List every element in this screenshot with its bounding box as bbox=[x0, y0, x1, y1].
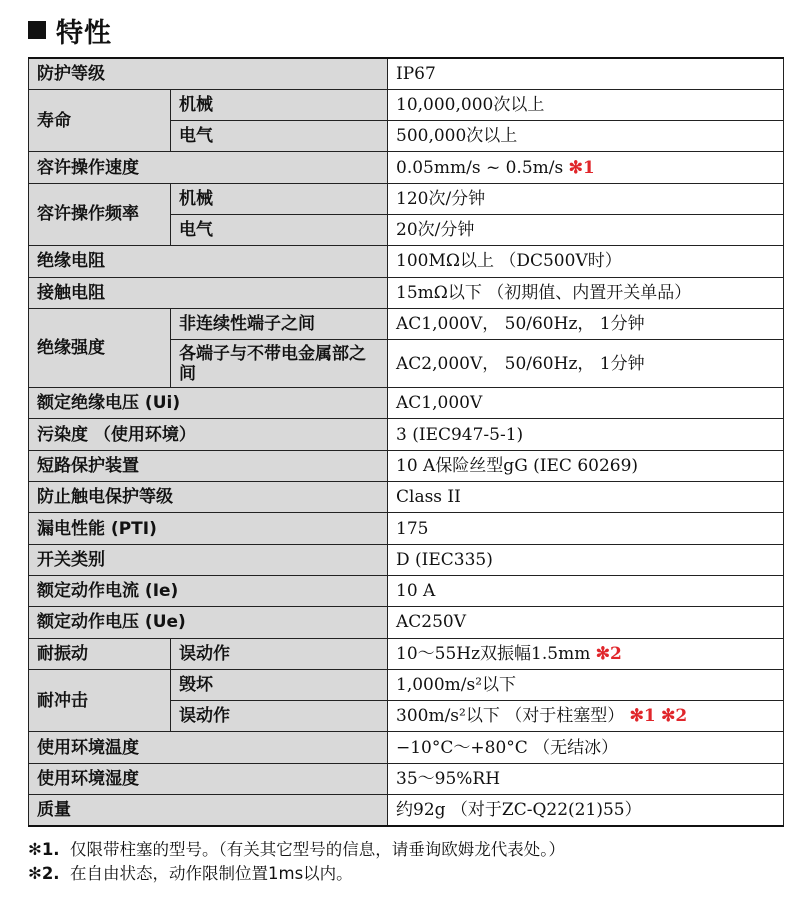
footnote-text: 在自由状态，动作限制位置1ms以内。 bbox=[70, 864, 353, 883]
row-value: IP67 bbox=[388, 58, 784, 89]
row-label: 寿命 bbox=[29, 89, 171, 152]
row-label: 绝缘强度 bbox=[29, 308, 171, 387]
row-value: 1,000m/s²以下 bbox=[388, 669, 784, 700]
row-value: 35～95%RH bbox=[388, 763, 784, 794]
row-value: AC250V bbox=[388, 607, 784, 638]
row-value: 15mΩ以下 （初期值、内置开关单品） bbox=[388, 277, 784, 308]
row-label: 额定绝缘电压 (Ui) bbox=[29, 388, 388, 419]
table-row bbox=[29, 277, 784, 308]
row-label: 容许操作速度 bbox=[29, 152, 388, 183]
table-row bbox=[29, 513, 784, 544]
footnote-mark: ✻1 bbox=[568, 157, 595, 178]
table-row bbox=[29, 152, 784, 183]
row-label: 绝缘电阻 bbox=[29, 246, 388, 277]
table-row bbox=[29, 575, 784, 606]
row-label: 耐振动 bbox=[29, 638, 171, 669]
row-value: D (IEC335) bbox=[388, 544, 784, 575]
row-value: 10 A bbox=[388, 575, 784, 606]
row-label: 耐冲击 bbox=[29, 669, 171, 732]
row-sublabel: 机械 bbox=[171, 89, 388, 120]
table-row bbox=[29, 246, 784, 277]
row-value: 120次/分钟 bbox=[388, 183, 784, 214]
row-value: 100MΩ以上 （DC500V时） bbox=[388, 246, 784, 277]
footnote-number: ✻1. bbox=[28, 840, 60, 859]
footnote-number: ✻2. bbox=[28, 864, 60, 883]
row-label: 短路保护装置 bbox=[29, 450, 388, 481]
row-value: AC2,000V， 50/60Hz， 1分钟 bbox=[388, 340, 784, 388]
table-row bbox=[29, 607, 784, 638]
table-row bbox=[29, 638, 784, 669]
row-label: 开关类别 bbox=[29, 544, 388, 575]
table-row bbox=[29, 308, 784, 339]
row-value: −10°C～+80°C （无结冰） bbox=[388, 732, 784, 763]
table-row bbox=[29, 669, 784, 700]
row-value: 300m/s²以下 （对于柱塞型） bbox=[396, 706, 625, 727]
footnote-mark: ✻2 bbox=[595, 643, 622, 664]
footnote-text: 仅限带柱塞的型号。（有关其它型号的信息，请垂询欧姆龙代表处。） bbox=[70, 840, 565, 859]
row-label: 防护等级 bbox=[29, 58, 388, 89]
footnote bbox=[28, 838, 565, 862]
row-label: 使用环境温度 bbox=[29, 732, 388, 763]
row-label: 使用环境湿度 bbox=[29, 763, 388, 794]
row-sublabel: 电气 bbox=[171, 121, 388, 152]
row-value-cell bbox=[388, 701, 784, 732]
row-value: AC1,000V， 50/60Hz， 1分钟 bbox=[388, 308, 784, 339]
table-row bbox=[29, 388, 784, 419]
row-label: 额定动作电流 (Ie) bbox=[29, 575, 388, 606]
row-label: 容许操作频率 bbox=[29, 183, 171, 246]
row-sublabel: 毁坏 bbox=[171, 669, 388, 700]
table-row bbox=[29, 58, 784, 89]
table-row bbox=[29, 732, 784, 763]
table-row bbox=[29, 544, 784, 575]
row-sublabel: 电气 bbox=[171, 214, 388, 245]
row-value: 10,000,000次以上 bbox=[388, 89, 784, 120]
row-sublabel: 误动作 bbox=[171, 638, 388, 669]
row-value: AC1,000V bbox=[388, 388, 784, 419]
footnotes bbox=[28, 838, 565, 886]
spec-table bbox=[28, 57, 784, 827]
row-value: 10～55Hz双振幅1.5mm bbox=[396, 643, 591, 664]
table-row bbox=[29, 183, 784, 214]
title-square-icon bbox=[28, 21, 46, 39]
row-sublabel: 非连续性端子之间 bbox=[171, 308, 388, 339]
row-value: 175 bbox=[388, 513, 784, 544]
row-value: 500,000次以上 bbox=[388, 121, 784, 152]
row-value: Class II bbox=[388, 482, 784, 513]
table-row bbox=[29, 419, 784, 450]
row-value-cell bbox=[388, 152, 784, 183]
table-row bbox=[29, 450, 784, 481]
row-label: 接触电阻 bbox=[29, 277, 388, 308]
row-label: 污染度 （使用环境） bbox=[29, 419, 388, 450]
row-label: 漏电性能 (PTI) bbox=[29, 513, 388, 544]
section-title-text: 特性 bbox=[56, 17, 112, 49]
table-row bbox=[29, 795, 784, 826]
row-label: 质量 bbox=[29, 795, 388, 826]
row-sublabel: 机械 bbox=[171, 183, 388, 214]
table-row bbox=[29, 763, 784, 794]
row-label: 防止触电保护等级 bbox=[29, 482, 388, 513]
row-value: 0.05mm/s ~ 0.5m/s bbox=[396, 157, 564, 178]
section-title bbox=[28, 12, 112, 48]
row-value: 约92g （对于ZC-Q22(21)55） bbox=[388, 795, 784, 826]
row-value: 10 A保险丝型gG (IEC 60269) bbox=[388, 450, 784, 481]
footnote-mark: ✻2 bbox=[661, 706, 688, 727]
row-value-cell bbox=[388, 638, 784, 669]
row-sublabel: 各端子与不带电金属部之间 bbox=[171, 340, 388, 388]
row-sublabel: 误动作 bbox=[171, 701, 388, 732]
row-value: 20次/分钟 bbox=[388, 214, 784, 245]
footnote bbox=[28, 862, 565, 886]
table-row bbox=[29, 89, 784, 120]
row-label: 额定动作电压 (Ue) bbox=[29, 607, 388, 638]
table-row bbox=[29, 482, 784, 513]
footnote-mark: ✻1 bbox=[629, 706, 656, 727]
row-value: 3 (IEC947-5-1) bbox=[388, 419, 784, 450]
